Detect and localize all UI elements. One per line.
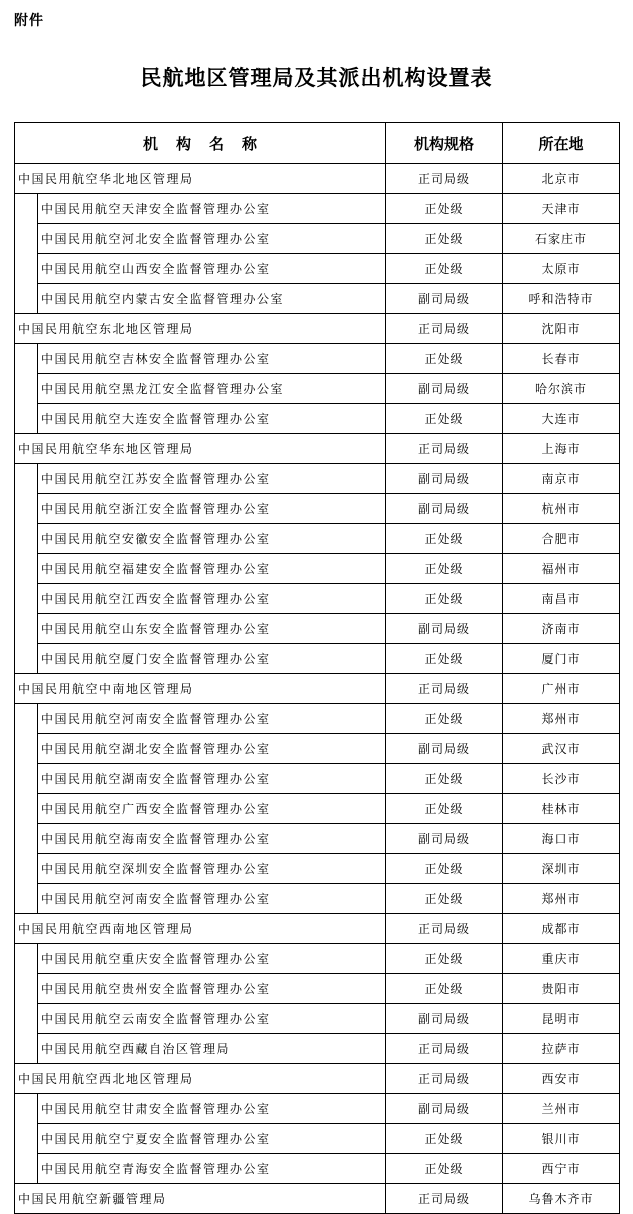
- office-group: [15, 193, 619, 313]
- name-cell: 中国民用航空江苏安全监督管理办公室: [38, 464, 386, 493]
- office-row: [38, 373, 619, 403]
- level-cell: 正司局级: [386, 1064, 503, 1093]
- office-list: [38, 464, 619, 673]
- level-cell: 正处级: [386, 224, 503, 253]
- level-cell: 正司局级: [386, 314, 503, 343]
- level-cell: 正处级: [386, 974, 503, 1003]
- level-cell: 正司局级: [386, 434, 503, 463]
- level-cell: 正处级: [386, 194, 503, 223]
- office-row: [38, 523, 619, 553]
- office-list: [38, 344, 619, 433]
- location-cell: 长春市: [541, 352, 581, 366]
- location-cell: 西安市: [541, 1072, 581, 1086]
- office-row: [38, 704, 619, 733]
- office-row: [38, 883, 619, 913]
- level-cell: 副司局级: [386, 494, 503, 523]
- name-cell: 中国民用航空甘肃安全监督管理办公室: [38, 1094, 386, 1123]
- region-block: [15, 1064, 619, 1184]
- location-cell: 石家庄市: [534, 232, 587, 246]
- level-cell: 正处级: [386, 344, 503, 373]
- region-row: [15, 914, 619, 943]
- location-cell: 郑州市: [541, 712, 581, 726]
- location-cell: 乌鲁木齐市: [528, 1192, 594, 1206]
- indent-cell: [15, 944, 38, 1063]
- location-cell: 兰州市: [541, 1102, 581, 1116]
- location-cell: 天津市: [541, 202, 581, 216]
- header-cell-name: [15, 123, 386, 163]
- location-cell: 北京市: [541, 172, 581, 186]
- location-cell: 呼和浩特市: [528, 292, 594, 306]
- name-cell: 中国民用航空中南地区管理局: [15, 674, 386, 703]
- name-cell: 中国民用航空湖南安全监督管理办公室: [38, 764, 386, 793]
- name-cell: 中国民用航空吉林安全监督管理办公室: [38, 344, 386, 373]
- location-cell: 贵阳市: [541, 982, 581, 996]
- name-cell: 中国民用航空厦门安全监督管理办公室: [38, 644, 386, 673]
- header-name-label: 机构名称: [142, 134, 275, 153]
- name-cell: 中国民用航空重庆安全监督管理办公室: [38, 944, 386, 973]
- page-title: 民航地区管理局及其派出机构设置表: [140, 66, 493, 90]
- name-cell: 中国民用航空华东地区管理局: [15, 434, 386, 463]
- location-cell: 沈阳市: [541, 322, 581, 336]
- name-cell: 中国民用航空安徽安全监督管理办公室: [38, 524, 386, 553]
- location-cell: 福州市: [541, 562, 581, 576]
- level-cell: 副司局级: [386, 374, 503, 403]
- level-cell: 正处级: [386, 854, 503, 883]
- office-row: [38, 194, 619, 223]
- table-body: [15, 164, 619, 1213]
- name-cell: 中国民用航空江西安全监督管理办公室: [38, 584, 386, 613]
- office-row: [38, 1094, 619, 1123]
- name-cell: 中国民用航空广西安全监督管理办公室: [38, 794, 386, 823]
- name-cell: 中国民用航空青海安全监督管理办公室: [38, 1154, 386, 1183]
- location-cell: 济南市: [541, 622, 581, 636]
- location-cell: 广州市: [541, 682, 581, 696]
- name-cell: 中国民用航空山东安全监督管理办公室: [38, 614, 386, 643]
- level-cell: 正处级: [386, 794, 503, 823]
- location-cell: 杭州市: [541, 502, 581, 516]
- office-row: [38, 493, 619, 523]
- office-list: [38, 704, 619, 913]
- region-row: [15, 1064, 619, 1093]
- table-header: [15, 123, 619, 164]
- name-cell: 中国民用航空黑龙江安全监督管理办公室: [38, 374, 386, 403]
- office-row: [38, 1123, 619, 1153]
- name-cell: 中国民用航空贵州安全监督管理办公室: [38, 974, 386, 1003]
- name-cell: 中国民用航空大连安全监督管理办公室: [38, 404, 386, 433]
- level-cell: 正处级: [386, 554, 503, 583]
- level-cell: 正处级: [386, 704, 503, 733]
- location-cell: 合肥市: [541, 532, 581, 546]
- level-cell: 正处级: [386, 884, 503, 913]
- region-block: [15, 1184, 619, 1213]
- name-cell: 中国民用航空云南安全监督管理办公室: [38, 1004, 386, 1033]
- office-row: [38, 763, 619, 793]
- office-group: [15, 343, 619, 433]
- name-cell: 中国民用航空海南安全监督管理办公室: [38, 824, 386, 853]
- name-cell: 中国民用航空河北安全监督管理办公室: [38, 224, 386, 253]
- location-cell: 厦门市: [541, 652, 581, 666]
- region-block: [15, 164, 619, 314]
- region-row: [15, 434, 619, 463]
- office-row: [38, 613, 619, 643]
- location-cell: 昆明市: [541, 1012, 581, 1026]
- office-row: [38, 1003, 619, 1033]
- office-row: [38, 853, 619, 883]
- name-cell: 中国民用航空湖北安全监督管理办公室: [38, 734, 386, 763]
- level-cell: 正司局级: [386, 674, 503, 703]
- location-cell: 银川市: [541, 1132, 581, 1146]
- office-row: [38, 283, 619, 313]
- location-cell: 南昌市: [541, 592, 581, 606]
- location-cell: 武汉市: [541, 742, 581, 756]
- office-row: [38, 1153, 619, 1183]
- region-block: [15, 314, 619, 434]
- region-block: [15, 434, 619, 674]
- level-cell: 副司局级: [386, 614, 503, 643]
- level-cell: 正处级: [386, 764, 503, 793]
- level-cell: 副司局级: [386, 1094, 503, 1123]
- office-row: [38, 944, 619, 973]
- name-cell: 中国民用航空新疆管理局: [15, 1184, 386, 1213]
- office-row: [38, 1033, 619, 1063]
- level-cell: 正处级: [386, 1124, 503, 1153]
- name-cell: 中国民用航空山西安全监督管理办公室: [38, 254, 386, 283]
- office-group: [15, 463, 619, 673]
- office-row: [38, 403, 619, 433]
- name-cell: 中国民用航空西南地区管理局: [15, 914, 386, 943]
- office-row: [38, 823, 619, 853]
- name-cell: 中国民用航空西藏自治区管理局: [38, 1034, 386, 1063]
- name-cell: 中国民用航空深圳安全监督管理办公室: [38, 854, 386, 883]
- location-cell: 南京市: [541, 472, 581, 486]
- office-row: [38, 223, 619, 253]
- level-cell: 副司局级: [386, 824, 503, 853]
- location-cell: 大连市: [541, 412, 581, 426]
- location-cell: 深圳市: [541, 862, 581, 876]
- location-cell: 桂林市: [541, 802, 581, 816]
- indent-cell: [15, 1094, 38, 1183]
- location-cell: 长沙市: [541, 772, 581, 786]
- office-row: [38, 464, 619, 493]
- office-list: [38, 944, 619, 1063]
- location-cell: 哈尔滨市: [534, 382, 587, 396]
- location-cell: 成都市: [541, 922, 581, 936]
- level-cell: 正处级: [386, 254, 503, 283]
- office-group: [15, 1093, 619, 1183]
- level-cell: 正处级: [386, 404, 503, 433]
- office-list: [38, 194, 619, 313]
- region-block: [15, 914, 619, 1064]
- office-row: [38, 553, 619, 583]
- organization-table: [14, 122, 620, 1214]
- name-cell: 中国民用航空内蒙古安全监督管理办公室: [38, 284, 386, 313]
- name-cell: 中国民用航空宁夏安全监督管理办公室: [38, 1124, 386, 1153]
- level-cell: 正处级: [386, 584, 503, 613]
- location-cell: 上海市: [541, 442, 581, 456]
- header-cell-level: 机构规格: [386, 123, 503, 163]
- level-cell: 正处级: [386, 524, 503, 553]
- level-cell: 正司局级: [386, 164, 503, 193]
- name-cell: 中国民用航空华北地区管理局: [15, 164, 386, 193]
- level-cell: 正处级: [386, 1154, 503, 1183]
- level-cell: 副司局级: [386, 734, 503, 763]
- office-list: [38, 1094, 619, 1183]
- office-group: [15, 943, 619, 1063]
- region-row: [15, 1184, 619, 1213]
- name-cell: 中国民用航空西北地区管理局: [15, 1064, 386, 1093]
- name-cell: 中国民用航空河南安全监督管理办公室: [38, 704, 386, 733]
- level-cell: 副司局级: [386, 464, 503, 493]
- attachment-label: 附件: [14, 13, 44, 29]
- location-cell: 重庆市: [541, 952, 581, 966]
- name-cell: 中国民用航空福建安全监督管理办公室: [38, 554, 386, 583]
- name-cell: 中国民用航空河南安全监督管理办公室: [38, 884, 386, 913]
- location-cell: 太原市: [541, 262, 581, 276]
- office-row: [38, 344, 619, 373]
- location-cell: 西宁市: [541, 1162, 581, 1176]
- indent-cell: [15, 464, 38, 673]
- office-row: [38, 733, 619, 763]
- office-row: [38, 583, 619, 613]
- header-cell-location: 所在地: [538, 134, 584, 153]
- level-cell: 正司局级: [386, 914, 503, 943]
- region-row: [15, 674, 619, 703]
- indent-cell: [15, 344, 38, 433]
- office-row: [38, 643, 619, 673]
- name-cell: 中国民用航空东北地区管理局: [15, 314, 386, 343]
- indent-cell: [15, 194, 38, 313]
- level-cell: 正司局级: [386, 1034, 503, 1063]
- region-row: [15, 314, 619, 343]
- level-cell: 副司局级: [386, 1004, 503, 1033]
- region-block: [15, 674, 619, 914]
- office-row: [38, 253, 619, 283]
- office-row: [38, 973, 619, 1003]
- location-cell: 郑州市: [541, 892, 581, 906]
- indent-cell: [15, 704, 38, 913]
- level-cell: 副司局级: [386, 284, 503, 313]
- region-row: [15, 164, 619, 193]
- level-cell: 正处级: [386, 644, 503, 673]
- location-cell: 海口市: [541, 832, 581, 846]
- level-cell: 正处级: [386, 944, 503, 973]
- name-cell: 中国民用航空浙江安全监督管理办公室: [38, 494, 386, 523]
- location-cell: 拉萨市: [541, 1042, 581, 1056]
- office-group: [15, 703, 619, 913]
- name-cell: 中国民用航空天津安全监督管理办公室: [38, 194, 386, 223]
- office-row: [38, 793, 619, 823]
- level-cell: 正司局级: [386, 1184, 503, 1213]
